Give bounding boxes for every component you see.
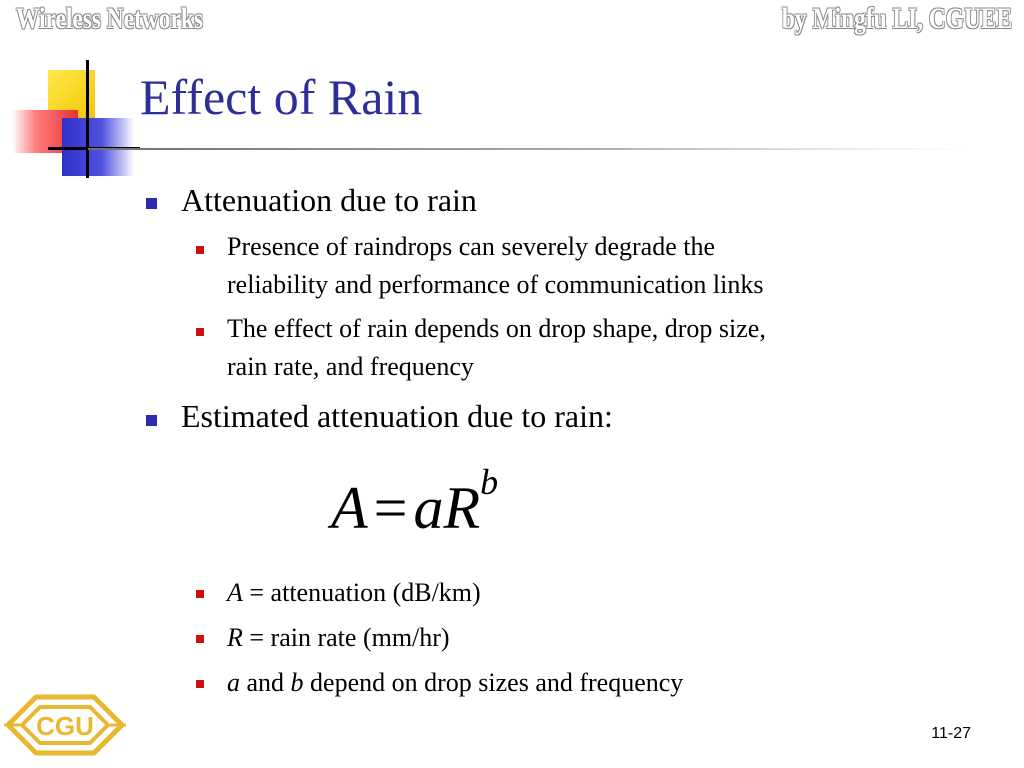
university-logo xyxy=(2,683,128,767)
sub-bullet-raindrops-line1: Presence of raindrops can severely degrade the xyxy=(227,232,715,261)
logo-text: CGU xyxy=(36,711,94,741)
definition-R-symbol: R xyxy=(227,623,243,652)
formula-coef: a xyxy=(413,475,444,541)
sub-bullet-raindrops xyxy=(227,228,763,304)
sub-bullet-square-icon xyxy=(196,635,204,643)
definition-and-text: and xyxy=(240,668,291,697)
bullet-square-icon xyxy=(146,198,157,209)
rain-attenuation-formula xyxy=(331,462,499,541)
definition-b-symbol: b xyxy=(290,668,304,697)
definition-a-symbol: a xyxy=(227,668,240,697)
sub-bullet-square-icon xyxy=(196,680,204,688)
formula-lhs: A xyxy=(331,475,368,541)
slide-title: Effect of Rain xyxy=(140,69,423,125)
bullet-estimated: Estimated attenuation due to rain: xyxy=(181,398,613,434)
sub-bullet-effect-line1: The effect of rain depends on drop shape, drop size, xyxy=(227,314,766,343)
formula-equals: = xyxy=(373,475,408,541)
title-underline xyxy=(88,148,968,150)
deco-vertical-line xyxy=(86,60,89,178)
definition-A-text: = attenuation (dB/km) xyxy=(242,578,481,607)
page-number: 11-27 xyxy=(931,725,971,742)
bullet-attenuation: Attenuation due to rain xyxy=(181,182,477,218)
definition-A-symbol: A xyxy=(227,578,243,607)
definition-R xyxy=(227,619,450,657)
formula-var: R xyxy=(443,475,481,541)
title-decoration xyxy=(0,55,140,180)
header-left-text: Wireless Networks xyxy=(16,2,203,35)
bullet-square-icon xyxy=(146,415,157,426)
sub-bullet-effect-line2: rain rate, and frequency xyxy=(227,352,474,381)
formula-exponent: b xyxy=(480,462,499,502)
definition-a-b xyxy=(227,664,683,702)
definition-A xyxy=(227,574,481,612)
sub-bullet-effect xyxy=(227,310,766,386)
definition-R-text: = rain rate (mm/hr) xyxy=(242,623,450,652)
sub-bullet-square-icon xyxy=(196,246,204,254)
header-right-text: by Mingfu LI, CGUEE xyxy=(781,2,1012,35)
sub-bullet-square-icon xyxy=(196,328,204,336)
definition-ab-text: depend on drop sizes and frequency xyxy=(303,668,684,697)
sub-bullet-square-icon xyxy=(196,590,204,598)
sub-bullet-raindrops-line2: reliability and performance of communication links xyxy=(227,270,764,299)
